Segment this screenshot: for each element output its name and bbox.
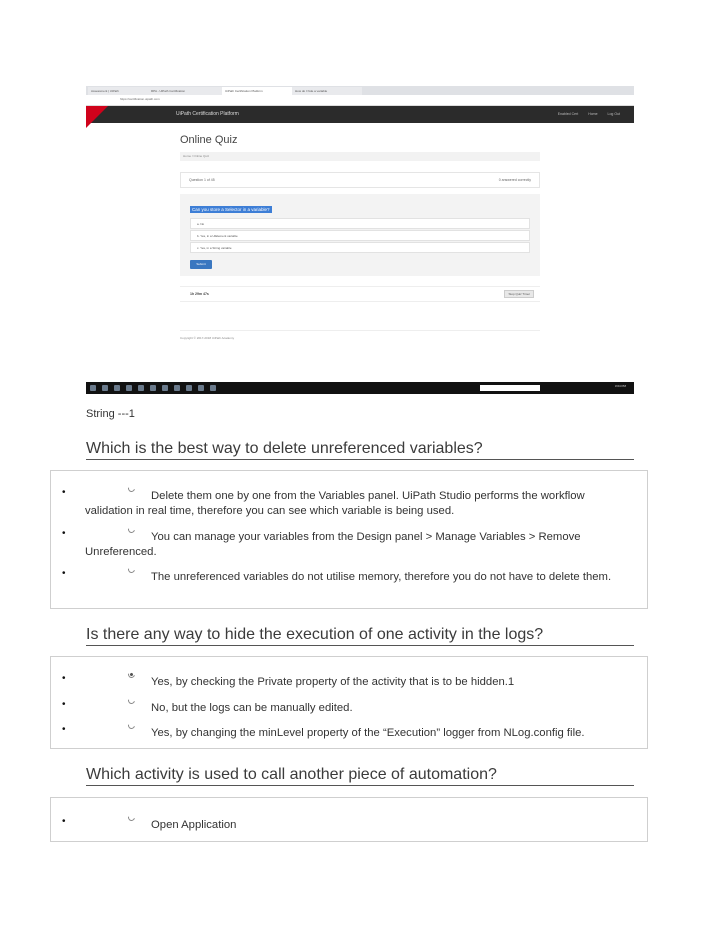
quiz-option[interactable]: c. Yes, in a String variable — [190, 242, 530, 253]
store-icon[interactable] — [150, 385, 156, 391]
question-title: Which activity is used to call another piece of automation? — [86, 766, 634, 786]
embedded-screenshot — [86, 86, 634, 394]
app-icon[interactable] — [210, 385, 216, 391]
ribbon-icon — [86, 106, 108, 128]
answer-text: You can manage your variables from the Design panel > Manage Variables > Remove Unreferenced. — [85, 531, 581, 558]
bullet: • — [62, 816, 66, 827]
site-footer: Copyright © 2017-2018 UiPath Academy — [180, 330, 540, 340]
browser-tabs — [86, 86, 634, 95]
submit-button[interactable]: Submit — [190, 260, 212, 269]
answer-text: Delete them one by one from the Variables panel. UiPath Studio performs the workflow validation in real time, therefore you can see which variable is being used. — [85, 490, 585, 517]
browser-tab[interactable]: Assessment | UiPath — [88, 87, 150, 95]
app-icon[interactable] — [174, 385, 180, 391]
string-label: String ---1 — [86, 408, 135, 420]
answer-text: No, but the logs can be manually edited. — [151, 702, 353, 714]
quiz-option[interactable]: b. Yes, in a UiElement variable — [190, 230, 530, 241]
app-icon[interactable] — [186, 385, 192, 391]
app-icon[interactable] — [198, 385, 204, 391]
bullet: • — [62, 724, 66, 735]
answer-text: Yes, by checking the Private property of the activity that is to be hidden.1 — [151, 676, 515, 688]
windows-start-icon[interactable] — [90, 385, 96, 391]
question-title: Is there any way to hide the execution of one activity in the logs? — [86, 626, 634, 646]
breadcrumb: Home / Online Quiz — [180, 152, 540, 161]
timer-value: 1h 29m 47s — [190, 292, 209, 296]
app-icon[interactable] — [162, 385, 168, 391]
nav-link[interactable]: Enabled Cert — [557, 112, 579, 116]
browser-tab[interactable]: How do I hide a variable — [292, 87, 362, 95]
answer-box — [50, 797, 648, 842]
question-panel — [180, 194, 540, 276]
bullet: • — [62, 487, 66, 498]
bullet: • — [62, 568, 66, 579]
browser-tab-active[interactable]: UiPath Certification Platform — [222, 87, 294, 95]
search-icon[interactable] — [102, 385, 108, 391]
address-url[interactable]: https://certification.uipath.com — [120, 97, 160, 101]
bullet: • — [62, 699, 66, 710]
question-title: Which is the best way to delete unreferenced variables? — [86, 440, 634, 460]
folder-icon[interactable] — [138, 385, 144, 391]
site-navbar — [86, 106, 634, 123]
answer-text: Open Application — [151, 819, 237, 831]
timer-bar — [180, 286, 540, 302]
question-counter: Question 1 of 45 — [189, 178, 215, 182]
browser-icon[interactable] — [126, 385, 132, 391]
answered-count: 0 answered correctly — [498, 178, 531, 182]
nav-link[interactable]: Home — [588, 112, 598, 116]
stop-timer-button[interactable]: Stop Quiz Timer — [504, 290, 534, 298]
taskbar-search[interactable] — [480, 385, 540, 391]
task-view-icon[interactable] — [114, 385, 120, 391]
address-bar[interactable] — [86, 95, 634, 106]
answer-box — [50, 656, 648, 749]
bullet: • — [62, 673, 66, 684]
bullet: • — [62, 528, 66, 539]
nav-link[interactable]: Log Out — [607, 112, 620, 116]
answer-text: The unreferenced variables do not utilise memory, therefore you do not have to delete them. — [151, 571, 612, 583]
quiz-question: Can you store a Selector in a variable? — [192, 207, 270, 212]
browser-tab[interactable]: RPA - UiPath Certification — [148, 87, 224, 95]
quiz-title: Online Quiz — [180, 134, 238, 146]
answer-box — [50, 470, 648, 609]
question-header — [180, 172, 540, 188]
site-brand[interactable]: UiPath Certification Platform — [176, 111, 239, 117]
taskbar-clock: 3:04 PM — [614, 384, 626, 388]
taskbar — [86, 382, 634, 394]
answer-text: Yes, by changing the minLevel property of the “Execution” logger from NLog.config file. — [151, 727, 585, 739]
quiz-option[interactable]: a. No — [190, 218, 530, 229]
